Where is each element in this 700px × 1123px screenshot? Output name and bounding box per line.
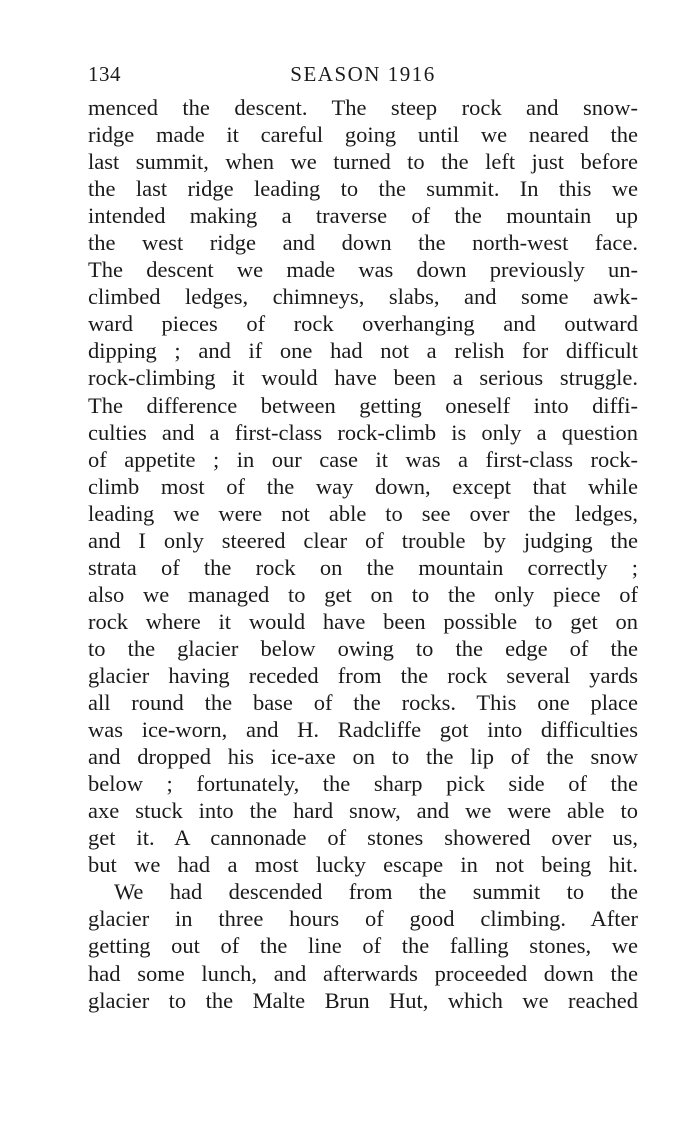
page-header [88, 62, 638, 94]
text-line: rock-climbing it would have been a serious struggle. [88, 365, 638, 391]
text-line: climbed ledges, chimneys, slabs, and some awk- [88, 284, 638, 310]
text-line: culties and a first-class rock-climb is only a question [88, 419, 638, 445]
running-head: SEASON 1916 [290, 62, 436, 86]
text-line: but we had a most lucky escape in not being hit. [88, 852, 638, 878]
text-line: glacier having receded from the rock several yards [88, 662, 638, 688]
body-text [88, 94, 638, 1014]
text-line: the west ridge and down the north-west face. [88, 230, 638, 256]
text-line: glacier in three hours of good climbing. After [88, 906, 638, 932]
text-line: the last ridge leading to the summit. In this we [88, 176, 638, 202]
text-line: and dropped his ice-axe on to the lip of the snow [88, 744, 638, 770]
text-line: all round the base of the rocks. This one place [88, 690, 638, 716]
page-number: 134 [88, 62, 121, 86]
text-line: The descent we made was down previously un- [88, 257, 638, 283]
text-line: get it. A cannonade of stones showered over us, [88, 825, 638, 851]
text-line: strata of the rock on the mountain correctly ; [88, 554, 638, 580]
text-line: was ice-worn, and H. Radcliffe got into difficulties [88, 717, 638, 743]
book-page [88, 62, 638, 1014]
text-line: last summit, when we turned to the left just before [88, 149, 638, 175]
text-line: axe stuck into the hard snow, and we were able to [88, 798, 638, 824]
text-line: getting out of the line of the falling stones, we [88, 933, 638, 959]
text-line: also we managed to get on to the only piece of [88, 581, 638, 607]
text-line: climb most of the way down, except that while [88, 473, 638, 499]
text-line: below ; fortunately, the sharp pick side of the [88, 771, 638, 797]
text-line: rock where it would have been possible to get on [88, 608, 638, 634]
text-line: leading we were not able to see over the ledges, [88, 500, 638, 526]
text-line-paragraph-start: We had descended from the summit to the [114, 879, 638, 905]
text-line: dipping ; and if one had not a relish for difficult [88, 338, 638, 364]
text-line: ward pieces of rock overhanging and outward [88, 311, 638, 337]
text-line: ridge made it careful going until we neared the [88, 122, 638, 148]
text-line: of appetite ; in our case it was a first-class rock- [88, 446, 638, 472]
text-line: menced the descent. The steep rock and snow- [88, 95, 638, 120]
text-line: glacier to the Malte Brun Hut, which we reached [88, 987, 638, 1013]
text-line: and I only steered clear of trouble by judging the [88, 527, 638, 553]
text-line: The difference between getting oneself into diffi- [88, 392, 638, 418]
text-line: to the glacier below owing to the edge of the [88, 635, 638, 661]
text-line: intended making a traverse of the mountain up [88, 203, 638, 229]
text-line: had some lunch, and afterwards proceeded down the [88, 960, 638, 986]
